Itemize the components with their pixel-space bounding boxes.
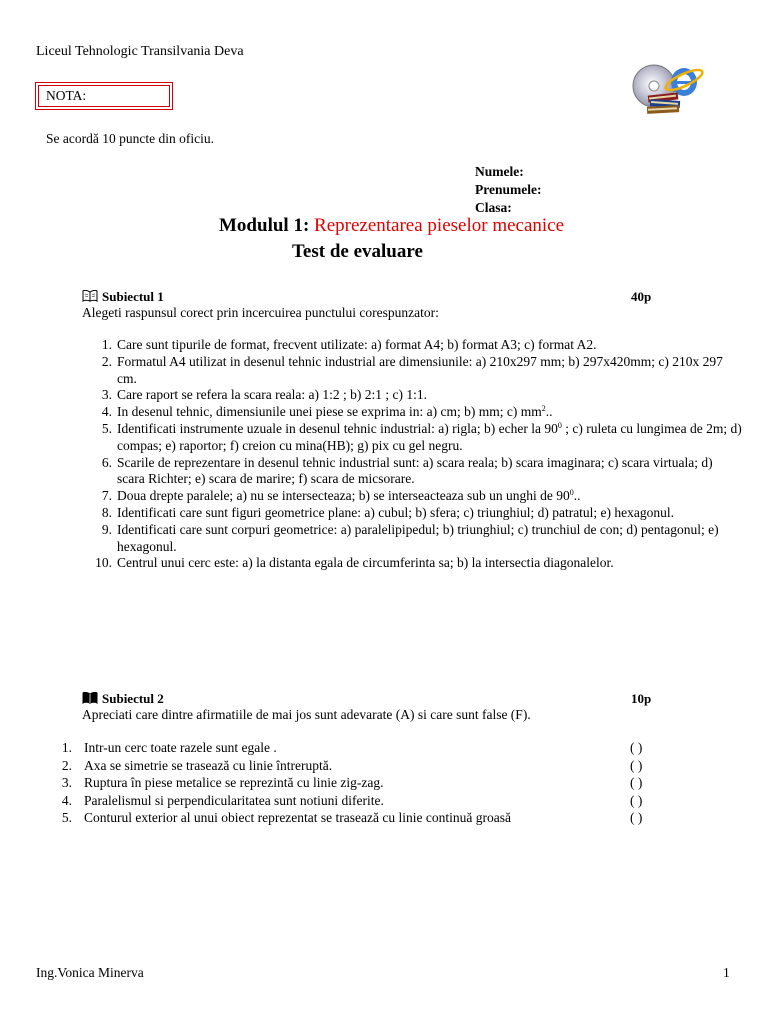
answer-field[interactable]: ( ) bbox=[630, 757, 643, 773]
question-number: 6. bbox=[101, 454, 112, 470]
statement-text: Conturul exterior al unui obiect reprezentat se trasează cu linie continuă groasă bbox=[84, 810, 511, 825]
question-number: 3. bbox=[101, 387, 112, 403]
footer-page-number: 1 bbox=[723, 965, 730, 980]
statement-item bbox=[58, 739, 658, 757]
test-subtitle: Test de evaluare bbox=[292, 241, 423, 262]
open-book-icon bbox=[82, 692, 98, 704]
question-text-tail: .. bbox=[573, 488, 581, 504]
question-text: Scarile de reprezentare in desenul tehnic industrial sunt: a) scara reala; b) scara imaginara; c) scara virtuala; d) scara Richter; e) scara de marire; f) scara de micsorare. bbox=[117, 454, 713, 487]
section1-instruction: Alegeti raspunsul corect prin incercuirea punctului corespunzator: bbox=[82, 305, 439, 320]
question-item bbox=[82, 387, 742, 404]
question-number: 9. bbox=[101, 521, 112, 537]
question-number: 4. bbox=[101, 404, 112, 420]
module-title-prefix: Modulul 1: bbox=[219, 215, 310, 236]
question-item bbox=[82, 337, 742, 354]
statement-text: Paralelismul si perpendicularitatea sunt notiuni diferite. bbox=[84, 792, 384, 808]
answer-field[interactable]: ( ) bbox=[630, 740, 643, 755]
answer-field[interactable]: ( ) bbox=[630, 775, 643, 790]
statement-number: 5. bbox=[61, 810, 72, 825]
module-title-highlight: Reprezentarea pieselor mecanice bbox=[314, 215, 565, 236]
question-text: Care sunt tipurile de format, frecvent utilizate: a) format A4; b) format A3; c) format A2. bbox=[117, 337, 597, 352]
question-item bbox=[82, 505, 742, 522]
question-item bbox=[82, 522, 742, 556]
grade-box bbox=[35, 82, 173, 110]
question-number: 7. bbox=[101, 488, 112, 504]
statement-item bbox=[58, 774, 658, 792]
section2-instruction: Apreciati care dintre afirmatiile de mai jos sunt adevarate (A) si care sunt false (F). bbox=[82, 707, 531, 722]
question-text: Doua drepte paralele; a) nu se intersecteaza; b) se interseacteaza sub un unghi de 90 bbox=[117, 488, 570, 504]
question-item bbox=[82, 421, 742, 455]
question-item bbox=[82, 404, 742, 421]
section2-heading bbox=[82, 690, 164, 707]
question-text: Identificati care sunt figuri geometrice plane: a) cubul; b) sfera; c) triunghiul; d) patratul; e) hexagonul. bbox=[117, 504, 675, 520]
question-number: 2. bbox=[101, 353, 112, 369]
question-item bbox=[82, 455, 742, 489]
statement-number: 3. bbox=[61, 775, 72, 790]
statement-item bbox=[58, 809, 658, 827]
school-name: Liceul Tehnologic Transilvania Deva bbox=[36, 44, 244, 59]
bonus-points-note: Se acordă 10 puncte din oficiu. bbox=[46, 131, 214, 146]
open-book-icon bbox=[82, 290, 98, 302]
footer-author: Ing.Vonica Minerva bbox=[36, 965, 144, 980]
question-number: 10. bbox=[95, 555, 112, 571]
answer-field[interactable]: ( ) bbox=[630, 792, 643, 808]
section1-label: Subiectul 1 bbox=[102, 289, 164, 304]
grade-label: NOTA: bbox=[46, 88, 87, 103]
statement-text: Intr-un cerc toate razele sunt egale . bbox=[84, 740, 277, 755]
question-item bbox=[82, 354, 742, 388]
question-number: 5. bbox=[101, 420, 112, 436]
question-superscript: 2 bbox=[541, 404, 546, 414]
section2-points: 10p bbox=[631, 691, 652, 706]
question-text: Care raport se refera la scara reala: a) 1:2 ; b) 2:1 ; c) 1:1. bbox=[117, 387, 427, 403]
question-text: In desenul tehnic, dimensiunile unei piese se exprima in: a) cm; b) mm; c) mm bbox=[117, 404, 542, 420]
question-text: Formatul A4 utilizat in desenul tehnic industrial are dimensiunile: a) 210x297 mm; b) 297x420mm; c) 210x 297 cm. bbox=[117, 353, 723, 386]
section1-points: 40p bbox=[631, 289, 652, 304]
section2-statements bbox=[58, 739, 658, 827]
question-text: Centrul unui cerc este: a) la distanta egala de circumferinta sa; b) la intersectia diagonalelor. bbox=[117, 555, 614, 571]
question-text: Identificati care sunt corpuri geometrice: a) paralelipipedul; b) triunghiul; c) trunchiul de con; d) pentagonul; e) hexagonul. bbox=[117, 521, 719, 554]
question-number: 1. bbox=[101, 337, 112, 352]
question-text-tail: .. bbox=[545, 404, 553, 420]
question-text: Identificati instrumente uzuale in desenul tehnic industrial: a) rigla; b) echer la 90 bbox=[117, 420, 558, 436]
statement-item bbox=[58, 792, 658, 810]
student-firstname-label: Prenumele: bbox=[475, 182, 542, 197]
module-title bbox=[219, 217, 564, 234]
question-superscript: 0 bbox=[557, 420, 562, 430]
section1-questions bbox=[82, 337, 742, 572]
statement-item bbox=[58, 757, 658, 775]
statement-number: 2. bbox=[61, 757, 72, 773]
answer-field[interactable]: ( ) bbox=[630, 810, 643, 825]
question-text-tail: ; c) ruleta cu lungimea de 2m; d) compas; e) raportor; f) creion cu mina(HB); g) pix cu gel negru. bbox=[117, 420, 742, 453]
statement-text: Axa se simetrie se trasează cu linie întreruptă. bbox=[84, 757, 333, 773]
statement-text: Ruptura în piese metalice se reprezintă cu linie zig-zag. bbox=[84, 775, 384, 790]
question-number: 8. bbox=[101, 504, 112, 520]
section2-label: Subiectul 2 bbox=[102, 691, 164, 706]
question-item bbox=[82, 488, 742, 505]
statement-number: 1. bbox=[61, 740, 72, 755]
question-item bbox=[82, 555, 742, 572]
student-surname-label: Numele: bbox=[475, 164, 524, 179]
statement-number: 4. bbox=[61, 792, 72, 808]
question-superscript: 0 bbox=[569, 488, 574, 498]
student-class-label: Clasa: bbox=[475, 200, 512, 215]
cd-books-ie-logo-icon bbox=[630, 60, 704, 118]
section1-heading bbox=[82, 288, 164, 305]
